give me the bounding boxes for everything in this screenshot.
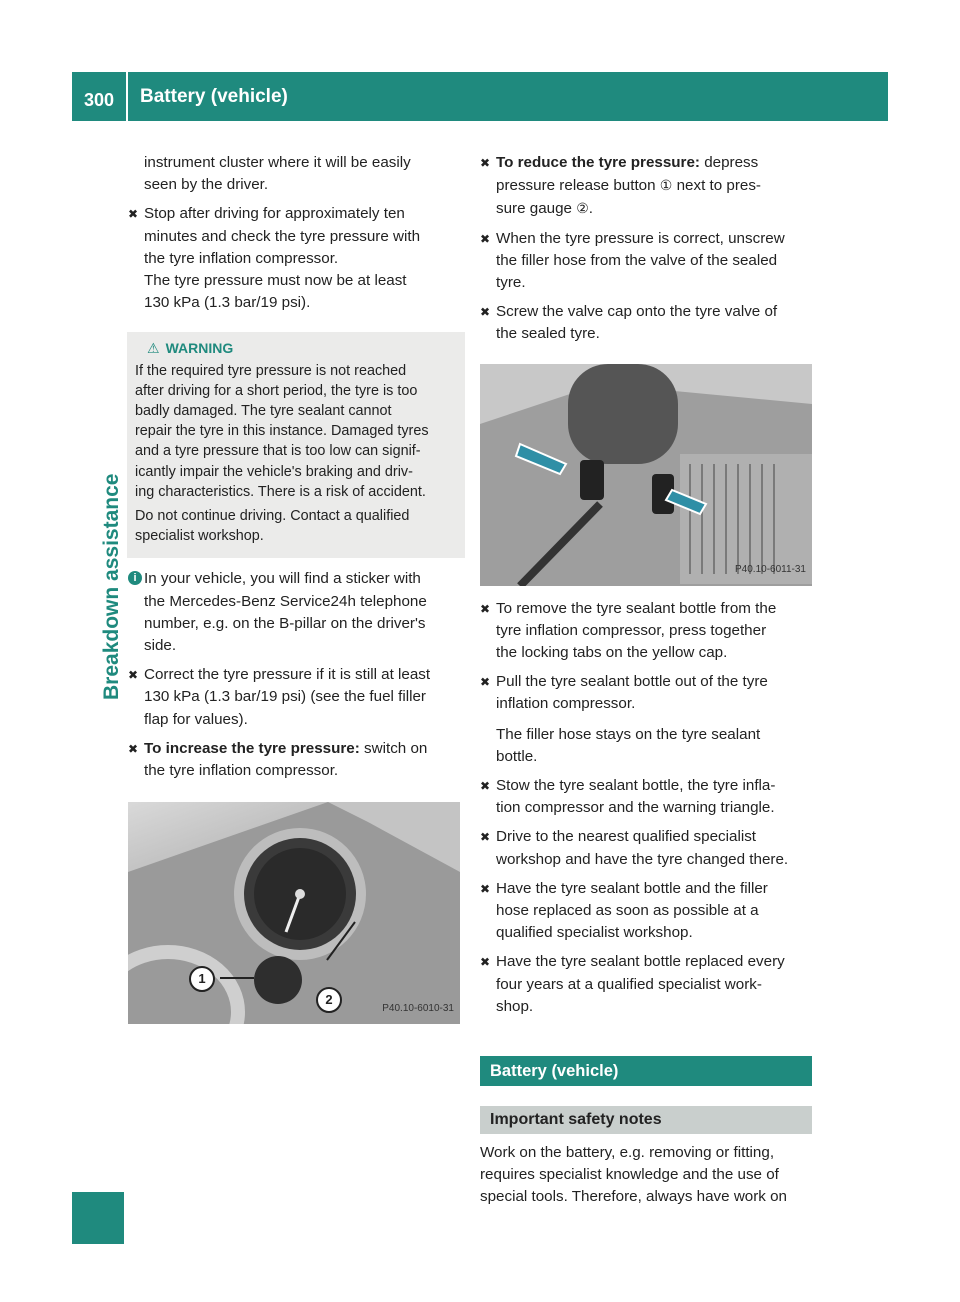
list-item-drive: ✖ Drive to the nearest qualified specialist workshop and have the tyre changed there. [480, 828, 789, 868]
bullet-arrow-icon: ✖ [480, 881, 491, 896]
photo-code: P40.10-6011-31 [735, 564, 806, 576]
callout-2: 2 [316, 987, 342, 1013]
list-item-pull: ✖ Pull the tyre sealant bottle out of the tyre inflation compressor. The filler hose stays on the tyre sealant bottle. [480, 673, 768, 765]
bullet-arrow-icon: ✖ [480, 601, 491, 616]
list-item-remove: ✖ To remove the tyre sealant bottle from the tyre inflation compressor, press together the locking tabs on the yellow cap. [480, 599, 777, 662]
list-item-increase: ✖ To increase the tyre pressure: switch on the tyre inflation compressor. [128, 739, 428, 780]
left-column [128, 152, 460, 1024]
side-tab-marker [72, 1192, 124, 1244]
callout-1: 1 [189, 966, 215, 992]
list-item-stow: ✖ Stow the tyre sealant bottle, the tyre infla- tion compressor and the warning triangle. [480, 777, 776, 817]
list-item-replace-hose: ✖ Have the tyre sealant bottle and the filler hose replaced as soon as possible at a qualified specialist workshop. [480, 879, 768, 942]
list-item-reduce: ✖ To reduce the tyre pressure: depress pressure release button ① next to pres- sure gauge ②. [480, 154, 761, 218]
gauge-illustration [128, 802, 460, 1024]
header-divider [126, 72, 128, 121]
subsection-heading: Important safety notes [480, 1106, 812, 1134]
list-item-correct: ✖ Correct the tyre pressure if it is still at least 130 kPa (1.3 bar/19 psi) (see the fuel filler flap for values). [128, 666, 431, 728]
warning-box [127, 332, 465, 558]
page-title: Battery (vehicle) [140, 86, 288, 107]
list-item-stop: ✖ Stop after driving for approximately ten minutes and check the tyre pressure with the tyre inflation compressor. The tyre pressure must now be at least 130 kPa (1.3 bar/19 psi). [128, 205, 421, 312]
right-column [480, 152, 812, 1209]
bullet-arrow-icon: ✖ [128, 207, 139, 222]
bullet-arrow-icon: ✖ [480, 231, 491, 246]
sealant-bottle-photo [480, 364, 812, 586]
section-heading: Battery (vehicle) [480, 1056, 812, 1086]
photo-code: P40.10-6010-31 [382, 1003, 454, 1015]
bullet-arrow-icon: ✖ [128, 741, 139, 756]
bullet-arrow-icon: ✖ [480, 779, 491, 794]
info-icon: i [128, 571, 142, 585]
warning-paragraph: If the required tyre pressure is not reached after driving for a short period, the tyre is too badly damaged. The tyre sealant cannot repair the tyre in this instance. Damaged tyres and a tyre pressure that is too low can signif- icantly impair the vehicle's braking and driv- ing characteristics. There is a risk of accident. [135, 362, 429, 500]
bottle-illustration [480, 364, 812, 586]
list-item-unscrew: ✖ When the tyre pressure is correct, unscrew the filler hose from the valve of the sealed tyre. [480, 229, 785, 292]
warning-heading: ⚠ WARNING [147, 338, 457, 358]
warning-triangle-icon: ⚠ [147, 340, 160, 357]
list-item-valve-cap: ✖ Screw the valve cap onto the tyre valve of the sealed tyre. [480, 303, 778, 343]
bullet-arrow-icon: ✖ [480, 305, 491, 320]
side-tab-label: Breakdown assistance [100, 473, 123, 700]
list-item-replace-bottle: ✖ Have the tyre sealant bottle replaced every four years at a qualified specialist work- shop. [480, 953, 785, 1015]
body-paragraph: Work on the battery, e.g. removing or fitting, requires specialist knowledge and the use of special tools. Therefore, always have work on [480, 1144, 787, 1206]
bullet-arrow-icon: ✖ [480, 675, 491, 690]
bullet-arrow-icon: ✖ [128, 668, 139, 683]
page-number: 300 [83, 90, 115, 110]
continuation-text: instrument cluster where it will be easily seen by the driver. [144, 154, 411, 194]
warning-paragraph: Do not continue driving. Contact a qualified specialist workshop. [135, 508, 410, 545]
bullet-arrow-icon: ✖ [480, 955, 491, 970]
bullet-arrow-icon: ✖ [480, 830, 491, 845]
bullet-arrow-icon: ✖ [480, 156, 491, 170]
info-note: i In your vehicle, you will find a sticker with the Mercedes-Benz Service24h telephone number, e.g. on the B-pillar on the driver's side. [128, 568, 460, 657]
compressor-gauge-photo [128, 802, 460, 1024]
